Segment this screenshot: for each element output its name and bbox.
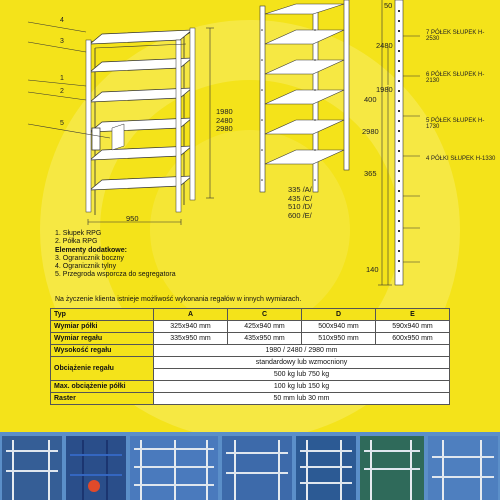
- table-cell: 590x940 mm: [376, 321, 450, 333]
- width-dim: 950: [126, 214, 139, 223]
- product-photo: [2, 436, 62, 500]
- height-2980: 2980: [216, 124, 233, 134]
- legend-item: 1. Słupek RPG: [55, 230, 102, 237]
- table-row-label: Max. obciążenie półki: [51, 381, 154, 393]
- spec-table: [50, 308, 450, 405]
- depth-d: 510 /D/: [288, 202, 313, 212]
- depth-dims: [288, 186, 312, 221]
- height-1980: 1980: [216, 107, 233, 116]
- legend-item: 5. Przegroda wsporcza do segregatora: [55, 271, 176, 279]
- legend-item: 2. Półka RPG: [55, 238, 98, 246]
- table-header-row: [51, 309, 450, 321]
- dim-2480: 2480: [376, 41, 393, 50]
- legend-heading: Elementy dodatkowe:: [55, 246, 127, 254]
- shelf-note-5: 5 PÓŁEK SŁUPEK H-1730: [426, 118, 485, 130]
- table-cell: 1980 / 2480 / 2980 mm: [154, 345, 450, 357]
- table-row-label: Wymiar półki: [51, 321, 154, 333]
- table-row: [51, 357, 450, 369]
- product-photo: [360, 436, 424, 500]
- table-row: [51, 381, 450, 393]
- table-cell: standardowy lub wzmocniony: [154, 357, 450, 369]
- table-row: [51, 345, 450, 357]
- table-cell: 510x950 mm: [302, 333, 376, 345]
- depth-c: 435 /C/: [288, 193, 313, 203]
- product-photo: [66, 436, 126, 500]
- dim-365: 365: [364, 169, 377, 178]
- table-cell: 600x950 mm: [376, 333, 450, 345]
- table-header-cell: A: [154, 309, 228, 321]
- callout-5: 5: [60, 120, 64, 127]
- depth-a: 335 /A/: [288, 185, 312, 194]
- table-cell: 325x940 mm: [154, 321, 228, 333]
- table-row: [51, 333, 450, 345]
- dim-400: 400: [364, 95, 377, 104]
- shelf-note-7: 7 PÓŁEK SŁUPEK H-2530: [426, 30, 485, 42]
- product-photo: [222, 436, 292, 500]
- table-header-cell: E: [376, 309, 450, 321]
- table-row-label: Wysokość regału: [51, 345, 154, 357]
- callout-2: 2: [60, 88, 64, 95]
- table-row-label: Obciążenie regału: [51, 357, 154, 381]
- table-header-cell: C: [228, 309, 302, 321]
- legend-item: 3. Ogranicznik boczny: [55, 254, 124, 262]
- legend-item: 4. Ogranicznik tylny: [55, 263, 117, 271]
- table-header-cell: Typ: [51, 309, 154, 321]
- table-cell: 335x950 mm: [154, 333, 228, 345]
- table-cell: 500x940 mm: [302, 321, 376, 333]
- product-photo: [296, 436, 356, 500]
- table-row-label: Raster: [51, 393, 154, 405]
- callout-1: 1: [60, 75, 64, 82]
- dim-top: 50: [384, 1, 393, 10]
- dim-2980: 2980: [362, 127, 379, 136]
- depth-e: 600 /E/: [288, 210, 312, 220]
- table-cell: 425x940 mm: [228, 321, 302, 333]
- product-photo: [130, 436, 218, 500]
- shelf-note-6: 6 PÓŁEK SŁUPEK H-2130: [426, 72, 485, 84]
- height-dims: [216, 108, 233, 134]
- table-row-label: Wymiar regału: [51, 333, 154, 345]
- table-cell: 100 kg lub 150 kg: [154, 381, 450, 393]
- height-2480: 2480: [216, 115, 233, 125]
- table-cell: 435x950 mm: [228, 333, 302, 345]
- product-photo-strip: [0, 432, 500, 500]
- callout-4: 4: [60, 17, 64, 24]
- table-row: [51, 321, 450, 333]
- dim-1980: 1980: [376, 85, 393, 94]
- callout-3: 3: [60, 38, 64, 45]
- shelf-note-4: 4 PÓŁKI SŁUPEK H-1330: [426, 156, 496, 162]
- table-cell: 500 kg lub 750 kg: [154, 369, 450, 381]
- parts-legend: [55, 230, 176, 280]
- product-photo: [428, 436, 498, 500]
- table-cell: 50 mm lub 30 mm: [154, 393, 450, 405]
- table-row: [51, 393, 450, 405]
- table-header-cell: D: [302, 309, 376, 321]
- dim-140: 140: [366, 265, 379, 274]
- custom-size-note: Na życzenie klienta istnieje możliwość wykonania regałów w innych wymiarach.: [55, 296, 302, 303]
